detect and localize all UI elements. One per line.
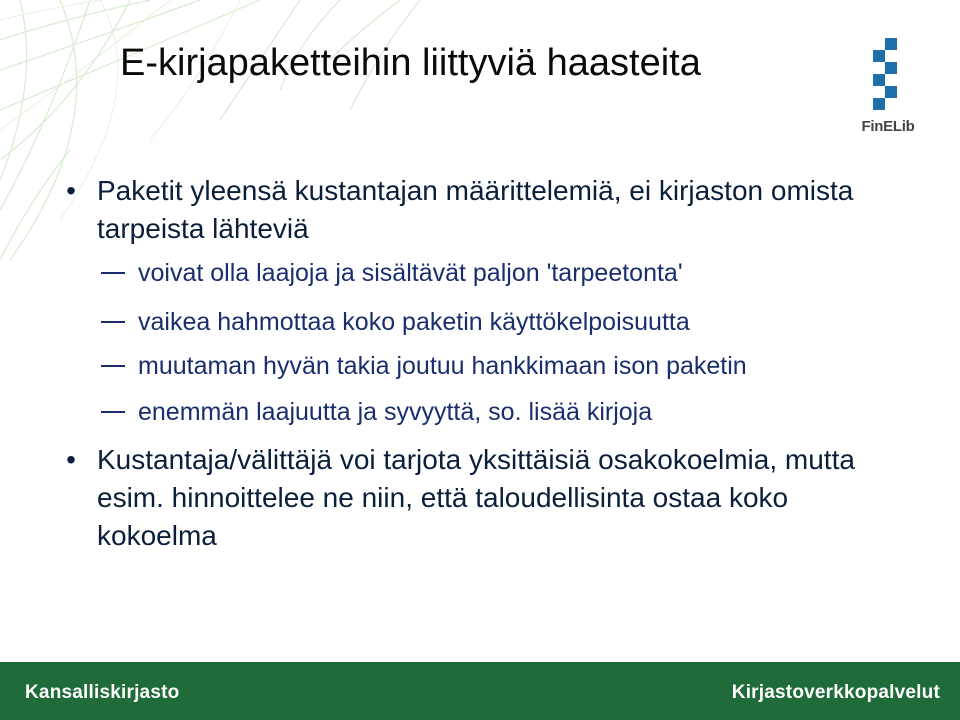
dash-icon — [101, 365, 125, 367]
sub-bullet-item — [138, 257, 938, 289]
bullet-text: Paketit yleensä kustantajan määrittelemiä, ei kirjaston omista tarpeista lähteviä — [97, 175, 854, 244]
decor-curve — [0, 0, 130, 160]
decor-curve — [0, 0, 150, 40]
sub-bullet-item — [138, 306, 938, 338]
footer-bar — [0, 662, 960, 720]
dash-icon — [101, 272, 125, 274]
dash-icon — [101, 411, 125, 413]
sub-bullet-text: vaikea hahmottaa koko paketin käyttökelpoisuutta — [138, 308, 690, 336]
slide-title: E-kirjapaketteihin liittyviä haasteita — [120, 42, 701, 84]
sub-bullet-text: muutaman hyvän takia joutuu hankkimaan ison paketin — [138, 352, 747, 380]
bullet-item — [66, 172, 927, 248]
decor-curve — [10, 0, 77, 260]
logo-text: FinELib — [861, 118, 915, 135]
dash-icon — [101, 321, 125, 323]
footer-left-label: Kansalliskirjasto — [25, 682, 180, 703]
sub-bullet-text: enemmän laajuutta ja syvyyttä, so. lisää kirjoja — [138, 398, 653, 426]
finelib-logo — [853, 34, 923, 134]
sub-bullet-item — [138, 396, 938, 428]
decor-curve — [0, 150, 70, 260]
decor-curve — [0, 0, 100, 20]
bullet-text: Kustantaja/välittäjä voi tarjota yksittäisiä osakokoelmia, mutta esim. hinnoittelee ne niin, että taloudellisinta ostaa koko kokoelma — [97, 444, 855, 551]
sub-bullet-text: voivat olla laajoja ja sisältävät paljon 'tarpeetonta' — [138, 259, 683, 287]
decor-curve — [0, 0, 27, 180]
footer-right-label: Kirjastoverkkopalvelut — [731, 682, 940, 703]
sub-bullet-item — [138, 350, 938, 382]
bullet-item — [66, 441, 897, 555]
bullet-dot-icon: • — [66, 175, 76, 206]
bullet-dot-icon: • — [66, 444, 76, 475]
finelib-logo-icon — [853, 34, 923, 114]
